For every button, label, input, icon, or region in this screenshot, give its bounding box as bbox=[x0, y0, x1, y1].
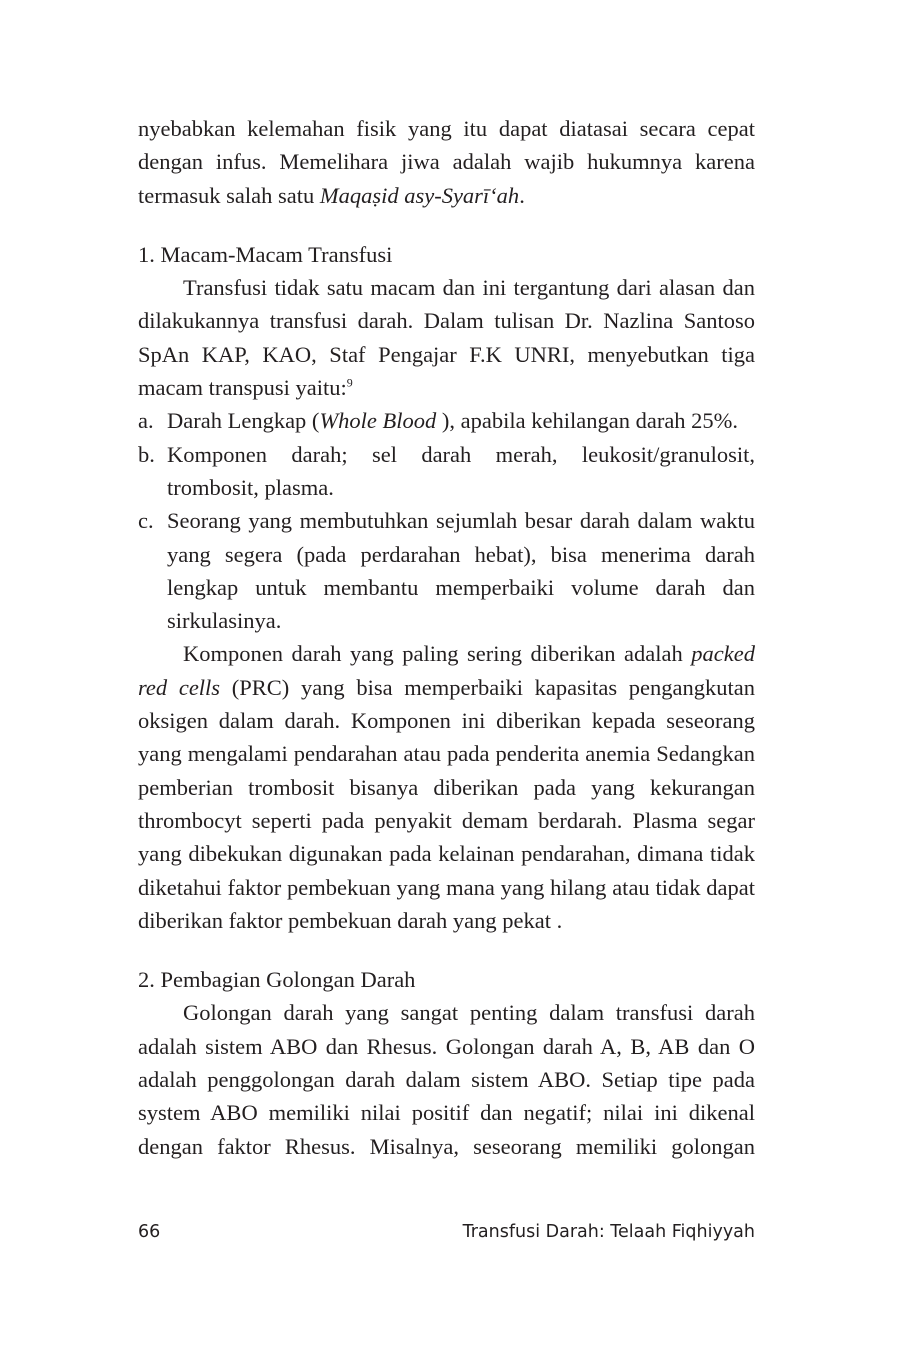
list-label: c. bbox=[138, 508, 154, 534]
list-item-b: b. Komponen darah; sel darah merah, leukosit/granulosit, trombosit, plasma. bbox=[138, 438, 755, 505]
intro-paragraph: nyebabkan kelemahan fisik yang itu dapat diatasai secara cepat dengan infus. Memelihara jiwa adalah wajib hukumnya karena termasuk salah satu Maqaṣid asy-Syarī‘ah. bbox=[138, 116, 755, 208]
list-item-c: c. Seorang yang membutuhkan sejumlah besar darah dalam waktu yang segera (pada perdarahan hebat), bisa menerima darah lengkap untuk membantu memperbaiki volume darah dan sirkulasinya. bbox=[138, 504, 755, 637]
page-number: 66 bbox=[138, 1222, 161, 1242]
list-item-a: a. Darah Lengkap (Whole Blood ), apabila kehilangan darah 25%. bbox=[138, 404, 755, 437]
running-title: Transfusi Darah: Telaah Fiqhiyyah bbox=[462, 1222, 755, 1242]
section1-heading: 1. Macam-Macam Transfusi bbox=[138, 241, 393, 267]
section1-paragraph2: Komponen darah yang paling sering diberikan adalah packed red cells (PRC) yang bisa memperbaiki kapasitas pengangkutan oksigen dalam darah. Komponen ini diberikan kepada seseorang yang mengalami pendarahan atau pada penderita anemia Sedangkan pemberian trombosit bisanya diberikan pada yang kekurangan thrombocyt seperti pada penyakit demam berdarah. Plasma segar yang dibekukan digunakan pada kelainan pendarahan, dimana tidak diketahui faktor pembekuan yang mana yang hilang atau tidak dapat diberikan faktor pembekuan darah yang pekat . bbox=[138, 641, 756, 933]
page-body bbox=[138, 112, 755, 1163]
section1-paragraph1: Transfusi tidak satu macam dan ini tergantung dari alasan dan dilakukannya transfusi darah. Dalam tulisan Dr. Nazlina Santoso SpAn KAP, KAO, Staf Pengajar F.K UNRI, menyebutkan tiga macam transpusi yaitu:$^9$ bbox=[138, 275, 755, 401]
intro-italic-term: Maqaṣid asy-Syarī‘ah bbox=[319, 182, 520, 208]
section2-paragraph: Golongan darah yang sangat penting dalam transfusi darah adalah sistem ABO dan Rhesus. Golongan darah A, B, AB dan O adalah penggolongan darah dalam sistem ABO. Setiap tipe pada system ABO memiliki nilai positif dan negatif; nilai ini dikenal dengan faktor Rhesus. Misalnya, seseorang memiliki golongan bbox=[138, 1000, 755, 1159]
list-label: a. bbox=[138, 408, 154, 434]
page-footer bbox=[138, 1222, 755, 1242]
footnote-ref[interactable]: 9 bbox=[346, 375, 353, 390]
list-label: b. bbox=[138, 441, 155, 467]
section2-heading: 2. Pembagian Golongan Darah bbox=[138, 967, 416, 993]
